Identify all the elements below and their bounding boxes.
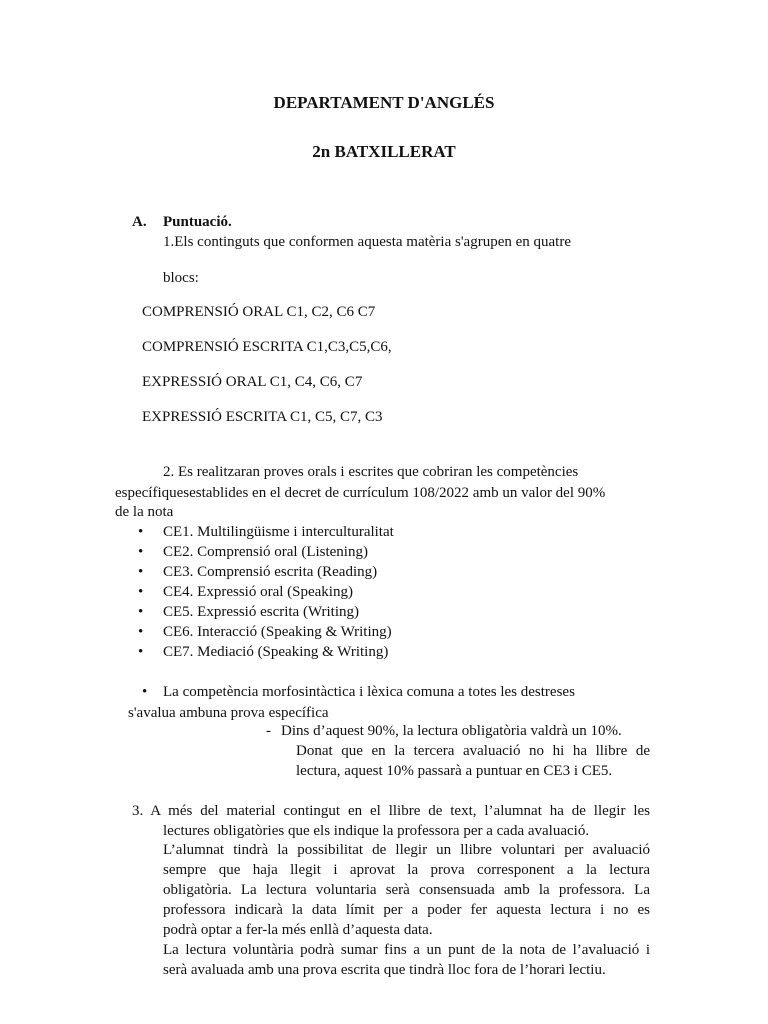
point3-line2: lectures obligatòries que els indique la professora per a cada avaluació. [163,823,590,839]
reading-note-line2: Donat que en la tercera avaluació no hi ha llibre de [296,743,650,759]
list-item [0,622,768,642]
block-item: COMPRENSIÓ ESCRITA C1,C3,C5,C6, [142,339,392,355]
section-a-intro-line2: blocs: [163,270,199,286]
dash-icon: - [266,723,271,739]
list-item [0,522,768,542]
document-subtitle: 2n BATXILLERAT [312,142,456,161]
point3-line4: sempre que haja llegit i aprovat la prova corresponent a la lectura [163,862,650,878]
list-item [0,562,768,582]
competency-label: CE2. Comprensió oral (Listening) [163,544,368,560]
point3-line9: serà avaluada amb una prova escrita que tindrà lloc fora de l’horari lectiu. [163,962,606,978]
list-item [0,682,768,702]
section-a-marker: A. [132,214,147,230]
point3-line6: professora indicarà la data límit per a poder fer aquesta lectura i no es [163,902,650,918]
competency-label: CE6. Interacció (Speaking & Writing) [163,624,392,640]
reading-note-line3: lectura, aquest 10% passarà a puntuar en CE3 i CE5. [296,763,613,779]
competency-label: CE1. Multilingüisme i interculturalitat [163,524,394,540]
block-item: COMPRENSIÓ ORAL C1, C2, C6 C7 [142,304,376,320]
bullet-icon: • [138,584,144,600]
morpho-line1: La competència morfosintàctica i lèxica comuna a totes les destreses [163,684,575,700]
block-item: EXPRESSIÓ ESCRITA C1, C5, C7, C3 [142,409,383,425]
competency-label: CE7. Mediació (Speaking & Writing) [163,644,389,660]
point2-line3: de la nota [115,504,174,520]
list-item [0,542,768,562]
bullet-icon: • [138,604,144,620]
point3-line5: obligatòria. La lectura voluntaria serà consensuada amb la professora. La [163,882,650,898]
bullet-icon: • [138,524,144,540]
block-item: EXPRESSIÓ ORAL C1, C4, C6, C7 [142,374,363,390]
competency-label: CE3. Comprensió escrita (Reading) [163,564,378,580]
list-item [0,602,768,622]
point3-line7: podrà optar a fer-la més enllà d’aquesta data. [163,922,433,938]
competency-label: CE4. Expressió oral (Speaking) [163,584,353,600]
list-item [0,582,768,602]
reading-note-line1: Dins d’aquest 90%, la lectura obligatòria valdrà un 10%. [281,723,622,739]
bullet-icon: • [138,624,144,640]
section-a-intro-line1: 1.Els continguts que conformen aquesta matèria s'agrupen en quatre [163,234,571,250]
section-a-heading: Puntuació. [163,214,232,230]
document-title: DEPARTAMENT D'ANGLÉS [273,93,495,112]
morpho-line2: s'avalua ambuna prova específica [128,705,329,721]
bullet-icon: • [142,684,148,700]
point3-line3: L’alumnat tindrà la possibilitat de llegir un llibre voluntari per avaluació [163,842,650,858]
list-item [0,642,768,662]
point2-line1: 2. Es realitzaran proves orals i escrites que cobriran les competències [163,464,579,480]
bullet-icon: • [138,564,144,580]
point3-line8: La lectura voluntària podrà sumar fins a un punt de la nota de l’avaluació i [163,942,650,958]
bullet-icon: • [138,544,144,560]
point2-line2: específiquesestablides en el decret de currículum 108/2022 amb un valor del 90% [115,485,606,501]
competency-label: CE5. Expressió escrita (Writing) [163,604,360,620]
point3-line1: 3. A més del material contingut en el llibre de text, l’alumnat ha de llegir les [132,803,650,819]
bullet-icon: • [138,644,144,660]
